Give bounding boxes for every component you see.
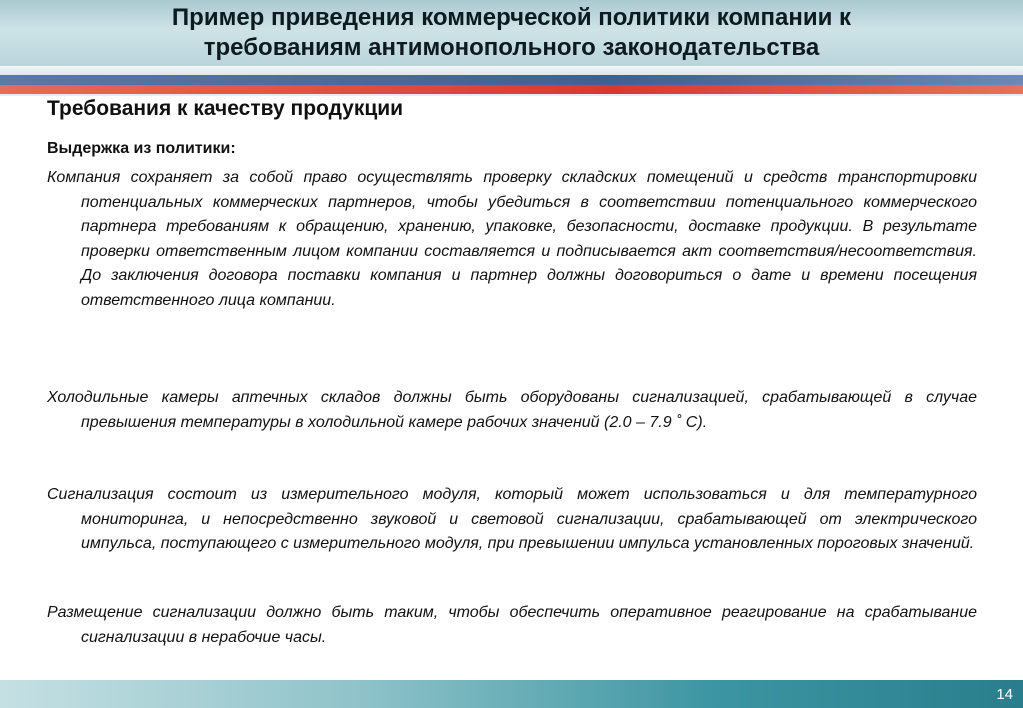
policy-excerpt-heading: Выдержка из политики: <box>47 140 236 157</box>
paragraph-alarm-placement: Размещение сигнализации должно быть таким, чтобы обеспечить оперативное реагирование на срабатывание сигнализации в нерабочие часы. <box>47 604 977 646</box>
paragraph-inspection: Компания сохраняет за собой право осуществлять проверку складских помещений и средств транспортировки потенциальных коммерческих партнеров, чтобы убедиться в соответствии потенциального коммерческого партнера требованиям к обращению, хранению, упаковке, безопасности, доставке продукции. В результате проверки ответственным лицом компании составляется и подписывается акт соответствия/несоответствия. До заключения договора поставки компания и партнер должны договориться о дате и времени посещения ответственного лица компании. <box>47 169 977 309</box>
red-stripe <box>0 85 1023 94</box>
slide-header <box>0 0 1023 66</box>
page-number: 14 <box>996 686 1013 703</box>
slide-title-line-2: требованиям антимонопольного законодательства <box>203 34 820 61</box>
paragraph-cold-storage: Холодильные камеры аптечных складов должны быть оборудованы сигнализацией, срабатывающей в случае превышения температуры в холодильной камере рабочих значений (2.0 – 7.9 ˚ С). <box>47 389 977 431</box>
slide-title-line-1: Пример приведения коммерческой политики компании к <box>171 4 852 31</box>
blue-stripe <box>0 75 1023 85</box>
slide-title <box>0 3 1023 63</box>
paragraph-alarm-system: Сигнализация состоит из измерительного модуля, который может использоваться и для температурного мониторинга, и непосредственно звуковой и световой сигнализации, срабатывающей от электрического импульса, поступающего с измерительного модуля, при превышении импульса установленных пороговых значений. <box>47 486 977 552</box>
flag-stripes-decoration <box>0 66 1023 96</box>
white-stripe <box>0 66 1023 75</box>
slide-footer <box>0 680 1023 708</box>
section-title: Требования к качеству продукции <box>47 97 404 120</box>
